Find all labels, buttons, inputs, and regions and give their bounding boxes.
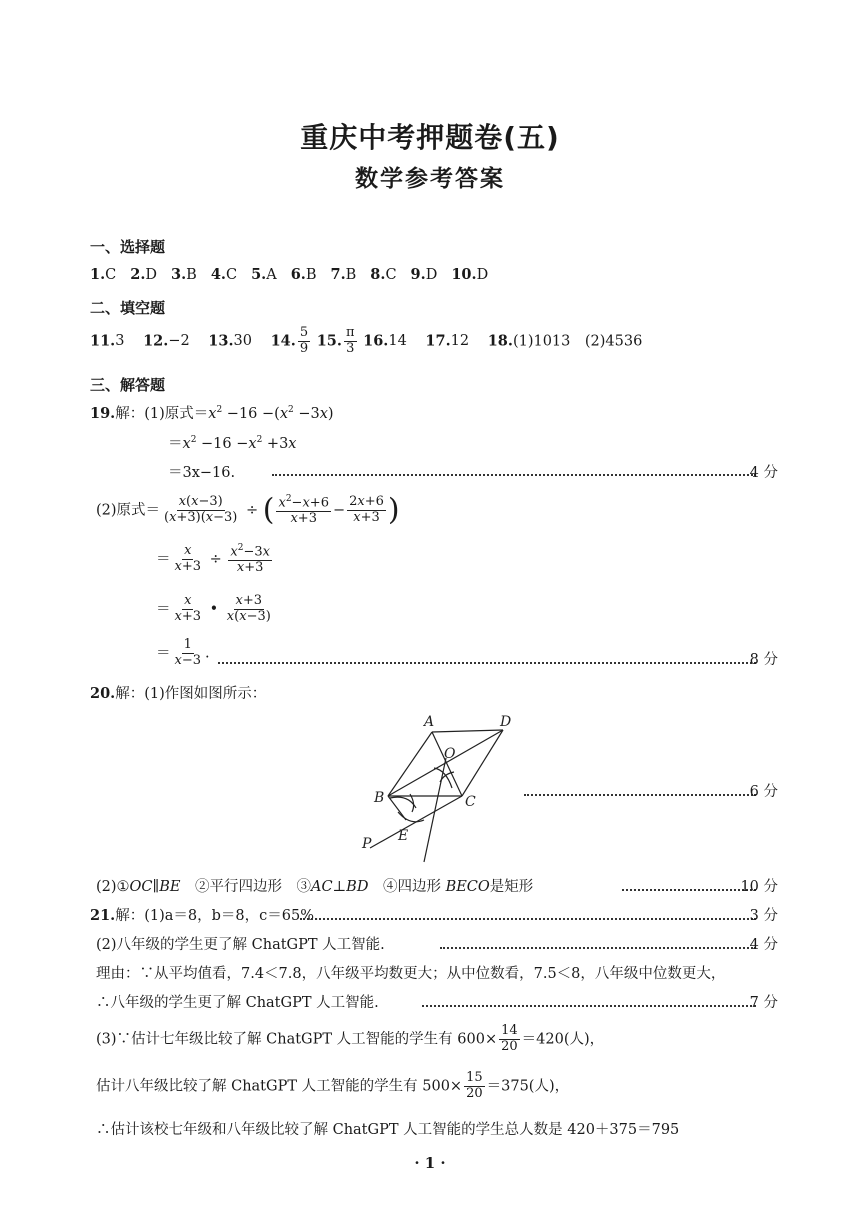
- choice-answer: D: [425, 267, 438, 283]
- choice-answer: A: [266, 267, 277, 283]
- choice-answer: D: [476, 267, 489, 283]
- q19-line1: 19.解：(1)原式$=x^2 -16 -(x^2 -3x)$: [90, 405, 334, 422]
- q20-part1: 解：(1)作图如图所示：: [115, 686, 267, 702]
- q21-part1: 解：(1)a＝8，b＝8，c＝65%.: [115, 908, 319, 924]
- q21-part3-result: ＝420(人)，: [521, 1031, 605, 1048]
- choice-number: 3.: [171, 266, 187, 283]
- q20-score-2: 10 分: [740, 879, 778, 895]
- q21-number: 21.: [90, 907, 116, 924]
- q20-condition-4b: BECO: [445, 879, 490, 895]
- q20-condition-4a: ④四边形: [382, 879, 441, 895]
- q19-part2-line2: ＝ $\frac{x}{x+3}$ ÷ $\frac{x^2-3x}{x+3}$: [156, 543, 270, 576]
- diagonal-AC: [432, 732, 462, 796]
- q16-number: 16.: [363, 332, 389, 350]
- fill-answers: [90, 326, 642, 357]
- q21-score-3: 7 分: [749, 995, 778, 1011]
- q21-line3: 理由：∵从平均值看，7.4＜7.8，八年级平均数更大；从中位数看，7.5＜8，八年级中位数更大，: [96, 966, 726, 982]
- q15-fraction: [344, 326, 357, 357]
- choice-answer: C: [225, 267, 238, 283]
- fraction: $\frac{x^2-3x}{x+3}$: [230, 543, 270, 576]
- fraction: $\frac{x+3}{x(x-3)}$: [226, 593, 271, 624]
- q17-answer: 12: [450, 333, 470, 350]
- choice-answer: D: [145, 267, 158, 283]
- label-point-C: C: [465, 794, 476, 810]
- q21-score-1: 3 分: [749, 908, 778, 924]
- choice-number: 9.: [410, 266, 426, 283]
- q20-part2-prefix: (2)①: [96, 879, 130, 895]
- q21-part3-text: (3)∵估计七年级比较了解 ChatGPT 人工智能的学生有 600×: [96, 1031, 498, 1048]
- q15-number: 15.: [316, 332, 342, 350]
- choice-answer: C: [385, 267, 397, 283]
- q18-number: 18.: [487, 332, 513, 350]
- fraction: [499, 1024, 520, 1055]
- q11-number: 11.: [90, 332, 116, 350]
- q21-line7: ∴估计该校七年级和八年级比较了解 ChatGPT 人工智能的学生总人数是 420＋375＝795: [96, 1122, 680, 1138]
- choice-number: 8.: [370, 266, 386, 283]
- q17-number: 17.: [425, 332, 451, 350]
- choice-answer: C: [105, 267, 117, 283]
- q12-number: 12.: [143, 332, 169, 350]
- q20-condition-3: AC⊥BD: [310, 879, 369, 895]
- q13-number: 13.: [208, 332, 234, 350]
- q20-line2: [96, 875, 533, 896]
- label-point-P: P: [362, 836, 372, 852]
- q19-part2-prefix: (2)原式＝: [96, 502, 161, 519]
- choice-number: 1.: [90, 266, 106, 283]
- choice-answer: B: [345, 267, 357, 283]
- q20-score-1: 6 分: [749, 784, 778, 800]
- q19-score-2: 8 分: [749, 652, 778, 668]
- choice-answer: B: [305, 267, 317, 283]
- section-fill-heading: 二、填空题: [90, 299, 166, 317]
- segment-CD: [462, 730, 503, 796]
- q21-line4: ∴八年级的学生更了解 ChatGPT 人工智能.: [96, 995, 379, 1011]
- geometry-figure: [350, 708, 530, 866]
- q21-dots-3: [422, 1005, 756, 1007]
- q19-dots-1: [272, 474, 756, 476]
- q19-score-1: 4 分: [749, 465, 778, 481]
- q15-denominator: 3: [346, 340, 355, 356]
- fraction: $\frac{x}{x+3}$: [174, 593, 202, 624]
- q14-numerator: 5: [299, 325, 309, 340]
- choice-number: 4.: [210, 266, 226, 283]
- q20-condition-4c: 是矩形: [489, 879, 534, 895]
- q21-dots-2: [440, 947, 756, 949]
- choice-number: 5.: [251, 266, 267, 283]
- label-point-O: O: [444, 746, 456, 762]
- q20-condition-1: OC∥BE: [129, 879, 181, 895]
- choice-answers: [90, 266, 502, 283]
- section-choice-heading: 一、选择题: [90, 238, 166, 256]
- q21-dots-1: [300, 918, 756, 920]
- q20-number: 20.: [90, 685, 116, 702]
- q18-answer: (1)1013 (2)4536: [512, 333, 643, 350]
- q12-answer: −2: [168, 333, 190, 350]
- segment-AD: [432, 730, 503, 732]
- fraction: $\frac{2x+6}{x+3}$: [349, 494, 384, 526]
- q19-line3: ＝3x−16.: [168, 465, 236, 481]
- q16-answer: 14: [388, 333, 407, 350]
- page-title: 重庆中考押题卷(五): [300, 121, 560, 154]
- q19-dots-2: [218, 662, 756, 664]
- choice-number: 10.: [451, 266, 477, 283]
- q21-part3-text-2: 估计八年级比较了解 ChatGPT 人工智能的学生有 500×: [96, 1078, 463, 1095]
- q19-line2: $=x^2 -16 -x^2 +3x$: [168, 435, 297, 452]
- q14-number: 14.: [270, 332, 296, 350]
- label-point-D: D: [500, 714, 512, 730]
- fraction-numerator: 15: [466, 1070, 483, 1085]
- q19-step1-prefix: 解：(1)原式＝: [115, 406, 209, 422]
- q21-score-2: 4 分: [749, 937, 778, 953]
- q19-step2-prefix: ＝: [168, 436, 183, 452]
- choice-answer: B: [186, 267, 197, 283]
- q21-line2: (2)八年级的学生更了解 ChatGPT 人工智能.: [96, 937, 385, 953]
- fraction: $\frac{x(x-3)}{(x+3)(x-3)}$: [164, 494, 238, 526]
- q14-denominator: 9: [299, 340, 309, 356]
- q21-line6: [96, 1071, 569, 1102]
- q21-line1: [90, 904, 319, 925]
- q19-number: 19.: [90, 405, 116, 422]
- label-point-A: A: [424, 714, 435, 730]
- q19-part2-line3: ＝ $\frac{x}{x+3}$ • $\frac{x+3}{x(x-3)}$: [156, 593, 271, 624]
- q20-condition-2: ②平行四边形 ③: [194, 879, 311, 895]
- label-point-E: E: [398, 828, 409, 844]
- q13-answer: 30: [233, 333, 252, 350]
- fraction: $\frac{x^2-x+6}{x+3}$: [278, 494, 329, 527]
- fraction: $\frac{x}{x+3}$: [174, 543, 202, 575]
- q21-line5: [96, 1024, 604, 1055]
- q14-fraction: [298, 326, 310, 357]
- q20-dots-2: [622, 889, 756, 891]
- q21-part3-result-2: ＝375(人)，: [486, 1078, 570, 1095]
- page-number: · 1 ·: [414, 1154, 446, 1172]
- choice-number: 6.: [290, 266, 306, 283]
- label-point-B: B: [374, 790, 385, 806]
- fraction-numerator: 14: [501, 1023, 518, 1038]
- fraction: $\frac{1}{x-3}$: [174, 637, 202, 668]
- q11-answer: 3: [115, 333, 125, 350]
- choice-number: 7.: [330, 266, 346, 283]
- q15-numerator: π: [345, 325, 355, 340]
- page-subtitle: 数学参考答案: [355, 166, 505, 192]
- q19-part2-line4: ＝ $\frac{1}{x-3}$ .: [156, 637, 210, 668]
- fraction-denominator: 20: [501, 1038, 518, 1054]
- fraction-denominator: 20: [466, 1085, 483, 1101]
- fraction: [464, 1071, 485, 1102]
- segment-AB: [388, 732, 432, 796]
- section-solve-heading: 三、解答题: [90, 376, 166, 394]
- q19-part2-line1: (2)原式＝ $\frac{x(x-3)}{(x+3)(x-3)}$ ÷ ( $\frac{x^2-x+6}{x+3}$ − $\frac{2x+6}{x+3}$ ): [96, 492, 400, 528]
- choice-number: 2.: [130, 266, 146, 283]
- q20-dots-1: [524, 794, 756, 796]
- q20-line1: [90, 682, 266, 703]
